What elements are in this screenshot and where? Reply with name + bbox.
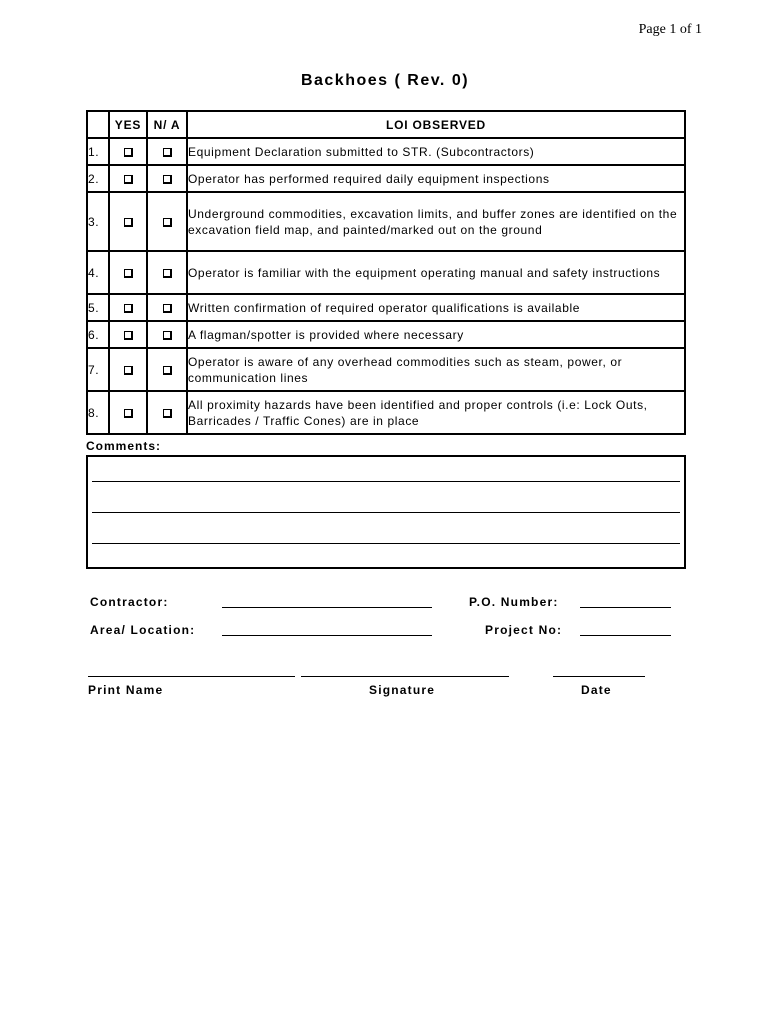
checkbox-icon bbox=[124, 218, 133, 227]
row-number: 8. bbox=[87, 391, 109, 434]
yes-checkbox[interactable] bbox=[109, 138, 147, 165]
table-row bbox=[87, 192, 685, 251]
yes-checkbox[interactable] bbox=[109, 192, 147, 251]
row-text: Operator is familiar with the equipment operating manual and safety instructions bbox=[187, 251, 685, 294]
table-row bbox=[87, 138, 685, 165]
checkbox-icon bbox=[124, 409, 133, 418]
date-label: Date bbox=[581, 683, 612, 697]
date-field[interactable] bbox=[553, 676, 645, 677]
checkbox-icon bbox=[163, 175, 172, 184]
contractor-label: Contractor: bbox=[90, 595, 169, 609]
checkbox-icon bbox=[163, 304, 172, 313]
po-number-field[interactable] bbox=[580, 607, 671, 608]
number-column-header bbox=[87, 111, 109, 138]
comment-line bbox=[92, 481, 680, 482]
checkbox-icon bbox=[163, 366, 172, 375]
checkbox-icon bbox=[124, 366, 133, 375]
row-text: Operator is aware of any overhead commodities such as steam, power, or communication lines bbox=[187, 348, 685, 391]
print-name-field[interactable] bbox=[88, 676, 295, 677]
row-text: Underground commodities, excavation limits, and buffer zones are identified on the excavation field map, and painted/marked out on the ground bbox=[187, 192, 685, 251]
row-number: 5. bbox=[87, 294, 109, 321]
table-row bbox=[87, 391, 685, 434]
yes-checkbox[interactable] bbox=[109, 251, 147, 294]
na-checkbox[interactable] bbox=[147, 165, 187, 192]
contractor-field[interactable] bbox=[222, 607, 432, 608]
comment-line bbox=[92, 512, 680, 513]
table-header-row bbox=[87, 111, 685, 138]
checkbox-icon bbox=[124, 148, 133, 157]
na-checkbox[interactable] bbox=[147, 251, 187, 294]
row-number: 3. bbox=[87, 192, 109, 251]
po-number-label: P.O. Number: bbox=[469, 595, 559, 609]
table-row bbox=[87, 165, 685, 192]
na-checkbox[interactable] bbox=[147, 294, 187, 321]
row-number: 6. bbox=[87, 321, 109, 348]
checklist-table bbox=[86, 110, 686, 435]
form-title: Backhoes ( Rev. 0) bbox=[300, 72, 470, 89]
yes-column-header: YES bbox=[109, 111, 147, 138]
area-location-field[interactable] bbox=[222, 635, 432, 636]
na-checkbox[interactable] bbox=[147, 391, 187, 434]
na-checkbox[interactable] bbox=[147, 138, 187, 165]
comment-line bbox=[92, 543, 680, 544]
observed-column-header: LOI OBSERVED bbox=[187, 111, 685, 138]
checkbox-icon bbox=[163, 269, 172, 278]
table-row bbox=[87, 321, 685, 348]
signature-field[interactable] bbox=[301, 676, 509, 677]
checkbox-icon bbox=[163, 148, 172, 157]
checkbox-icon bbox=[163, 331, 172, 340]
comments-label: Comments: bbox=[86, 439, 162, 453]
checkbox-icon bbox=[163, 218, 172, 227]
table-row bbox=[87, 348, 685, 391]
page-number: Page 1 of 1 bbox=[638, 22, 702, 37]
row-text: Equipment Declaration submitted to STR. (Subcontractors) bbox=[187, 138, 685, 165]
row-number: 2. bbox=[87, 165, 109, 192]
project-no-label: Project No: bbox=[485, 623, 563, 637]
na-checkbox[interactable] bbox=[147, 348, 187, 391]
row-text: Written confirmation of required operator qualifications is available bbox=[187, 294, 685, 321]
row-text: A flagman/spotter is provided where necessary bbox=[187, 321, 685, 348]
row-number: 7. bbox=[87, 348, 109, 391]
checkbox-icon bbox=[124, 304, 133, 313]
checkbox-icon bbox=[124, 331, 133, 340]
comments-field[interactable] bbox=[86, 455, 686, 569]
project-no-field[interactable] bbox=[580, 635, 671, 636]
yes-checkbox[interactable] bbox=[109, 391, 147, 434]
table-row bbox=[87, 251, 685, 294]
checkbox-icon bbox=[163, 409, 172, 418]
signature-label: Signature bbox=[369, 683, 436, 697]
checkbox-icon bbox=[124, 269, 133, 278]
yes-checkbox[interactable] bbox=[109, 165, 147, 192]
row-text: Operator has performed required daily equipment inspections bbox=[187, 165, 685, 192]
na-checkbox[interactable] bbox=[147, 192, 187, 251]
row-text: All proximity hazards have been identified and proper controls (i.e: Lock Outs, Barricades / Traffic Cones) are in place bbox=[187, 391, 685, 434]
na-column-header: N/ A bbox=[147, 111, 187, 138]
checkbox-icon bbox=[124, 175, 133, 184]
table-row bbox=[87, 294, 685, 321]
row-number: 1. bbox=[87, 138, 109, 165]
na-checkbox[interactable] bbox=[147, 321, 187, 348]
yes-checkbox[interactable] bbox=[109, 321, 147, 348]
yes-checkbox[interactable] bbox=[109, 294, 147, 321]
area-location-label: Area/ Location: bbox=[90, 623, 196, 637]
yes-checkbox[interactable] bbox=[109, 348, 147, 391]
print-name-label: Print Name bbox=[88, 683, 164, 697]
row-number: 4. bbox=[87, 251, 109, 294]
